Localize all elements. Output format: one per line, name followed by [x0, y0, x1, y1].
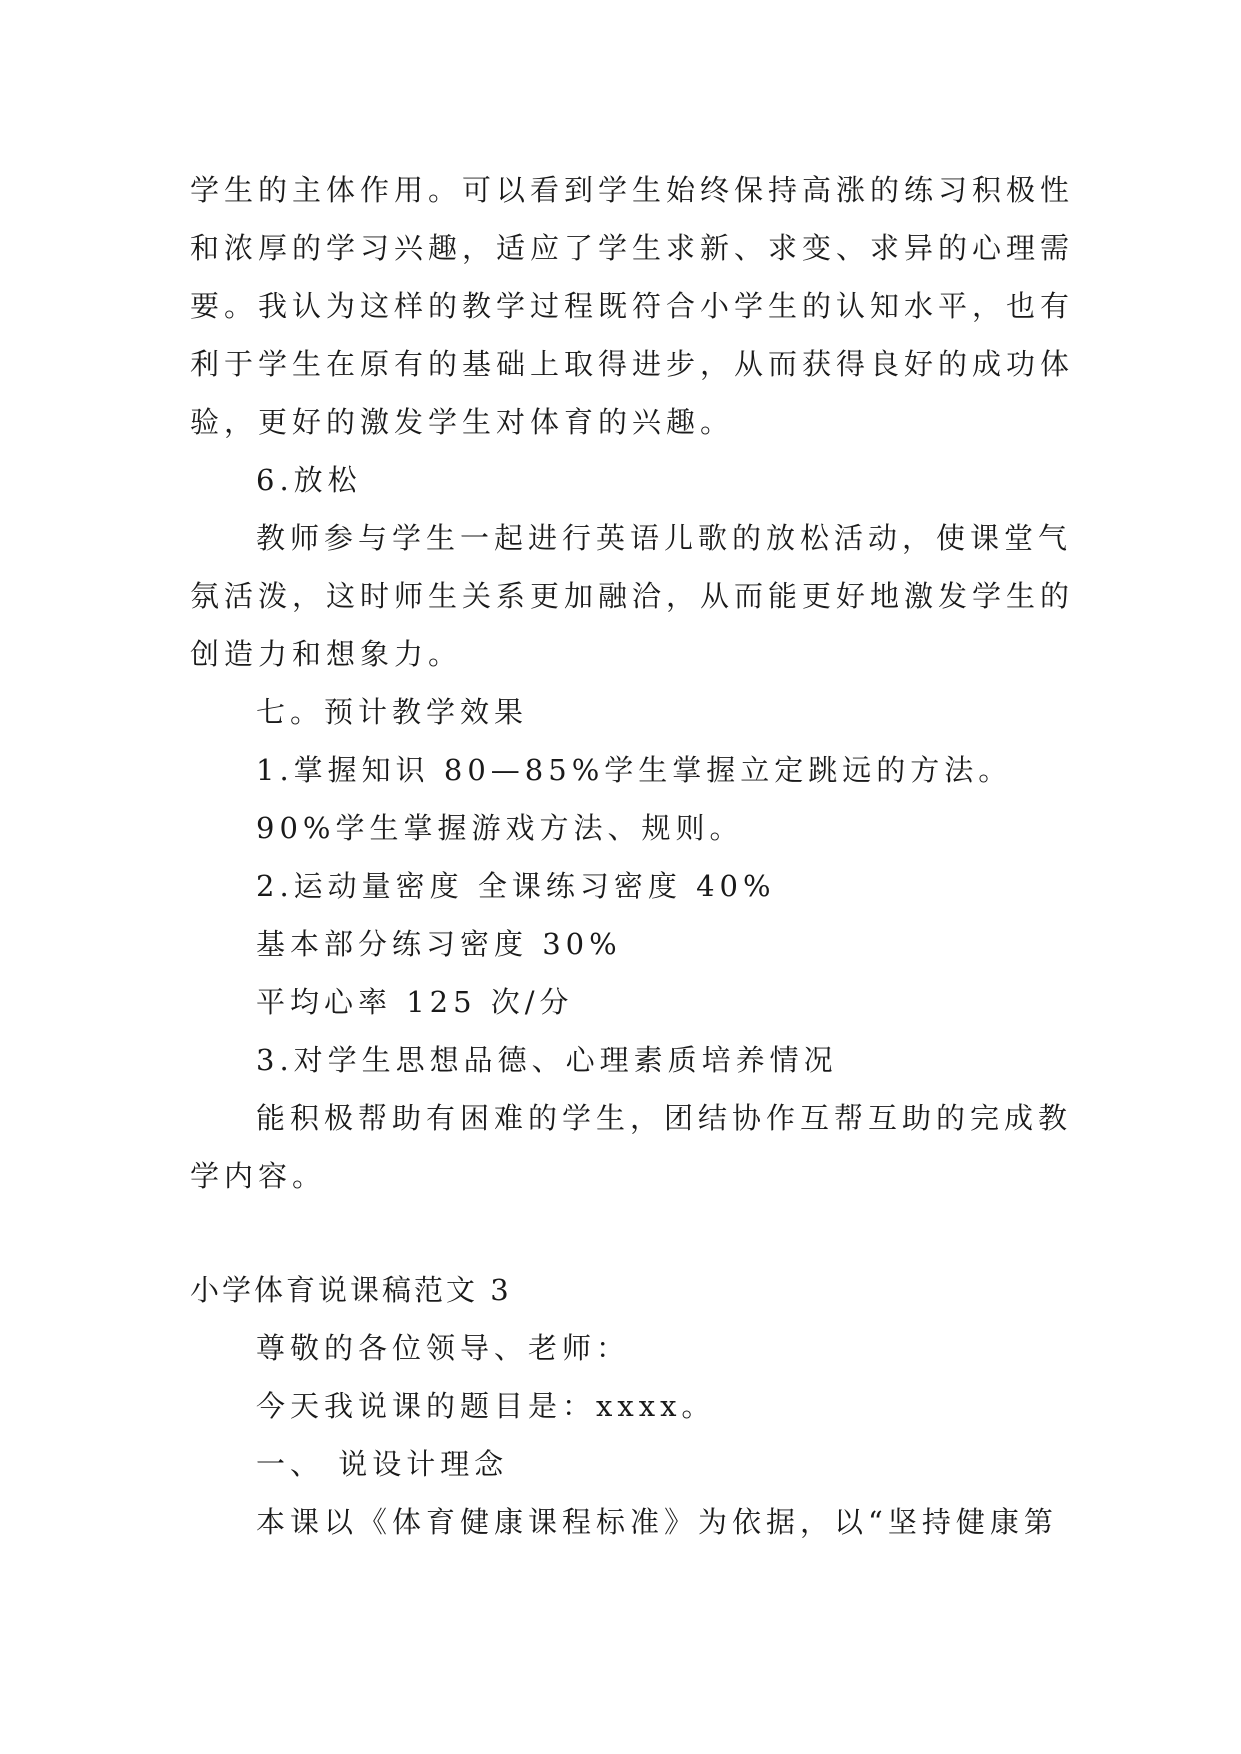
section-heading-design-concept: 一、 说设计理念 [256, 1447, 509, 1481]
paragraph-line: 和浓厚的学习兴趣，适应了学生求新、求变、求异的心理需 [190, 231, 1075, 265]
list-item: 基本部分练习密度 30% [256, 927, 622, 961]
paragraph-line: 创造力和想象力。 [190, 637, 463, 671]
paragraph-line: 本课以《体育健康课程标准》为依据，以“坚持健康第 [256, 1505, 1058, 1539]
paragraph-line: 学内容。 [190, 1159, 327, 1193]
paragraph-line: 氛活泼，这时师生关系更加融洽，从而能更好地激发学生的 [190, 579, 1075, 613]
list-item: 2.运动量密度 全课练习密度 40% [256, 869, 776, 903]
list-item: 3.对学生思想品德、心理素质培养情况 [256, 1043, 838, 1077]
paragraph-line: 能积极帮助有困难的学生，团结协作互帮互助的完成教 [256, 1101, 1073, 1135]
list-item: 平均心率 125 次/分 [256, 985, 574, 1019]
paragraph-line: 要。我认为这样的教学过程既符合小学生的认知水平，也有 [190, 289, 1075, 323]
paragraph-line: 验，更好的激发学生对体育的兴趣。 [190, 405, 735, 439]
list-item: 90%学生掌握游戏方法、规则。 [256, 811, 744, 845]
section-heading-relax: 6.放松 [256, 463, 362, 497]
paragraph-line: 学生的主体作用。可以看到学生始终保持高涨的练习积极性 [190, 173, 1075, 207]
section-heading-expected-effect: 七。预计教学效果 [256, 695, 529, 729]
paragraph-line: 今天我说课的题目是：xxxx。 [256, 1389, 716, 1423]
list-item: 1.掌握知识 80—85%学生掌握立定跳远的方法。 [256, 753, 1013, 787]
document-title: 小学体育说课稿范文 3 [190, 1273, 512, 1307]
salutation: 尊敬的各位领导、老师： [256, 1331, 631, 1365]
paragraph-line: 教师参与学生一起进行英语儿歌的放松活动，使课堂气 [256, 521, 1073, 555]
paragraph-line: 利于学生在原有的基础上取得进步，从而获得良好的成功体 [190, 347, 1075, 381]
